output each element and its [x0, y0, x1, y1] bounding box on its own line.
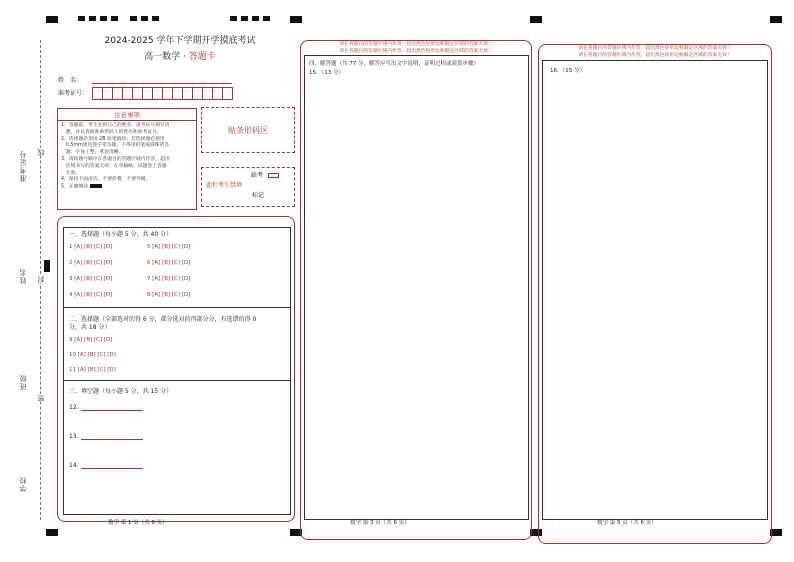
notice-line: 0.5mm黑色签字笔答题，不得用铅笔或圆珠笔答 — [61, 143, 170, 149]
choice-q3[interactable]: 3 [A] [B] [C] [D] — [69, 276, 113, 282]
section2-title-line1: 二、选择题（全部选对的得 6 分，部分选对的得部分分，有选错的得 0 — [69, 316, 257, 323]
choice-q9[interactable]: 9 [A] [B] [C] [D] — [69, 337, 113, 343]
page3-warning-second: 请在各题目的答题区域内作答，超出黑色矩形边框限定区域的答案无效！ — [339, 49, 493, 54]
fill-q14-label: 14. — [69, 462, 79, 469]
position-mark — [263, 16, 270, 21]
notice-line: 3．请按题号顺序在各题目的答题区域内作答，超出 — [61, 156, 170, 162]
position-mark — [152, 16, 159, 21]
question-16-label: 16．（15 分） — [550, 68, 585, 74]
section1-box — [63, 227, 291, 308]
question-15-label: 15．（13 分） — [309, 70, 344, 76]
position-mark — [241, 16, 248, 21]
fill-q13-answer-line[interactable] — [81, 433, 143, 440]
position-mark — [141, 16, 148, 21]
choice-q5[interactable]: 5 [A] [B] [C] [D] — [147, 244, 191, 250]
absent-mark-box[interactable] — [268, 173, 279, 178]
notice-line: 无效。 — [61, 170, 81, 176]
seal-word-seal: 封 — [37, 275, 45, 283]
choice-q11[interactable]: 11 [A] [B] [C] [D] — [69, 367, 116, 373]
notice-line: 题；字体工整、笔迹清晰。 — [61, 150, 124, 156]
name-label: 姓 名： — [58, 77, 83, 84]
fill-q12-answer-line[interactable] — [81, 404, 143, 411]
section2-title-line2: 分，共 18 分） — [69, 324, 111, 331]
seal-word-line: 线 — [37, 148, 45, 156]
fill-q14-answer-line[interactable] — [81, 462, 143, 469]
page5-warning-second: 请在各题目的答题区域内作答，超出黑色矩形边框限定区域的答案无效！ — [578, 53, 732, 58]
choice-q4[interactable]: 4 [A] [B] [C] [D] — [69, 292, 113, 298]
notice-line: 区域书写的答案无效；在草稿纸、试题卷上答题 — [61, 163, 167, 169]
absent-mark-label: 标记 — [252, 192, 265, 199]
binding-name-label: 姓名 — [19, 268, 27, 284]
notice-box — [57, 108, 197, 210]
position-mark — [46, 529, 58, 536]
notice-line: 1．答题前，考生先将自己的姓名、准考证号填写清 — [61, 123, 170, 128]
exam-subtitle — [60, 49, 300, 62]
notice-items — [58, 121, 196, 193]
position-mark — [100, 16, 107, 21]
exam-id-boxes[interactable] — [92, 87, 233, 100]
q16-box — [542, 60, 768, 520]
page5-footer: 数学 第 5 页（共 6 页） — [597, 520, 657, 526]
filled-example-mark — [90, 184, 102, 188]
fill-q13-label: 13. — [69, 433, 79, 440]
section4-box — [304, 55, 529, 520]
section4-title: 四、解答题（共 77 分，解答应写出文字说明、证明过程或演算步骤） — [309, 61, 479, 67]
choice-q2[interactable]: 2 [A] [B] [C] [D] — [69, 260, 113, 266]
fill-q12-label: 12. — [69, 404, 79, 411]
binding-school-label: 学校 — [19, 476, 27, 492]
page3-warning-top: 请在各题目的答题区域内作答，超出黑色矩形边框限定区域的答案无效！ — [339, 42, 493, 47]
seal-word-secret: 密 — [37, 394, 45, 402]
page1-footer: 数学 第 1 页（共 6 页） — [108, 520, 168, 526]
section1-title: 一、选择题（每小题 5 分，共 40 分） — [69, 231, 173, 238]
choice-q7[interactable]: 7 [A] [B] [C] [D] — [147, 276, 191, 282]
position-mark — [44, 260, 50, 272]
absent-box — [201, 167, 295, 207]
notice-line: 楚，并认真核准条形码上的姓名和准考证号。 — [61, 129, 162, 135]
section2-box — [63, 308, 291, 381]
exam-title: 2024-2025 学年下学期开学摸底考试 — [104, 36, 256, 46]
position-mark — [111, 16, 118, 21]
section3-box — [63, 381, 291, 515]
notice-line: 2．选择题必须用 2B 铅笔填涂；非选择题必须用 — [61, 136, 165, 142]
page3-footer: 数学 第 3 页（共 6 页） — [350, 520, 410, 526]
position-mark — [230, 16, 237, 21]
choice-q1[interactable]: 1 [A] [B] [C] [D] — [69, 244, 113, 250]
position-mark — [89, 16, 96, 21]
section3-title: 三、填空题（每小题 5 分，共 15 分） — [69, 388, 173, 395]
position-mark — [290, 16, 302, 23]
position-mark — [130, 16, 137, 21]
absent-note: 此栏考生禁填 — [206, 182, 243, 189]
exam-id-label: 准考证号： — [58, 90, 89, 97]
binding-class-label: 班级 — [19, 374, 27, 390]
choice-q10[interactable]: 10 [A] [B] [C] [D] — [69, 352, 116, 358]
choice-q6[interactable]: 6 [A] [B] [C] [D] — [147, 260, 191, 266]
absent-label: 缺考 — [251, 172, 264, 179]
position-mark — [252, 16, 259, 21]
subtitle-subject: 高一数学 · — [144, 52, 189, 62]
position-mark — [46, 16, 58, 23]
notice-title: 注意事项 — [58, 109, 196, 121]
subtitle-answer-card: 答题卡 — [188, 52, 216, 62]
notice-line: 4．保持卡面清洁，不要折叠、不要弄破。 — [61, 177, 151, 183]
position-mark — [530, 16, 542, 23]
barcode-area: 贴条形码区 — [201, 107, 295, 153]
notice-line: 5．正确填涂 — [61, 184, 193, 191]
name-field[interactable] — [92, 80, 232, 84]
page5-warning-top: 请在各题目的答题区域内作答，超出黑色矩形边框限定区域的答案无效！ — [578, 46, 732, 51]
position-mark — [770, 16, 782, 23]
binding-exam-id-label: 准考证号 — [19, 150, 27, 182]
position-mark — [78, 16, 85, 21]
choice-q8[interactable]: 8 [A] [B] [C] [D] — [147, 292, 191, 298]
